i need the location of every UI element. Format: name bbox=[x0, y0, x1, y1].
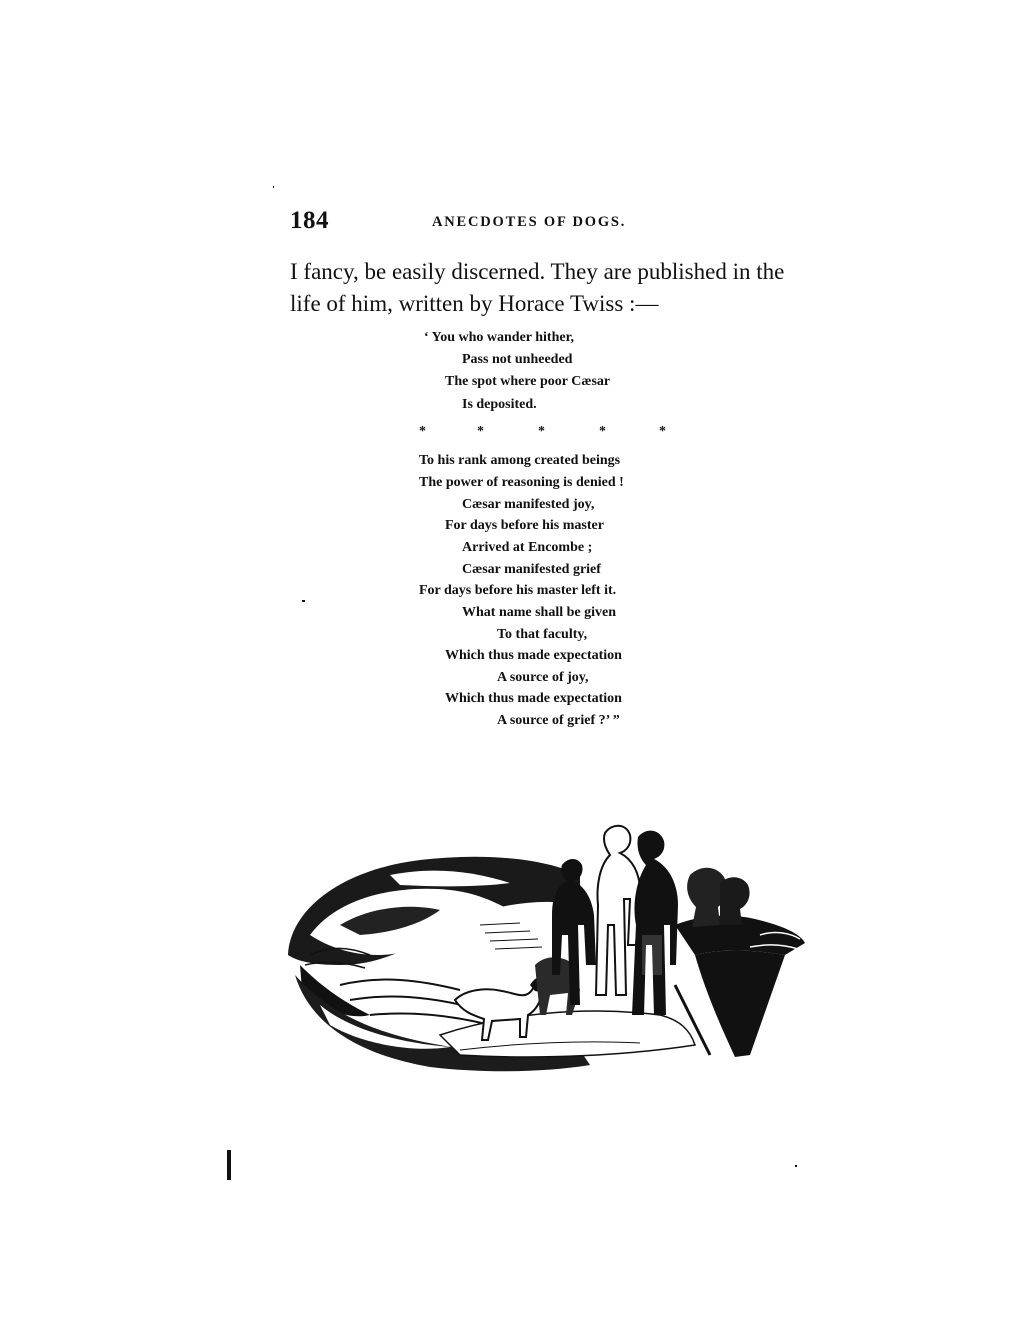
poem-line: Arrived at Encombe ; bbox=[462, 540, 593, 555]
poem-line: Pass not unheeded bbox=[462, 352, 573, 367]
ink-speck bbox=[795, 1165, 797, 1167]
running-title: ANECDOTES OF DOGS. bbox=[432, 214, 627, 230]
poem-line: A source of joy, bbox=[497, 670, 589, 685]
separator-star: * bbox=[538, 424, 545, 439]
prose-line: I fancy, be easily discerned. They are published in the bbox=[290, 259, 785, 284]
poem-line: Cæsar manifested grief bbox=[462, 562, 601, 577]
poem-line: To his rank among created beings bbox=[419, 453, 621, 468]
poem-line: The power of reasoning is denied ! bbox=[419, 475, 624, 490]
separator-star: * bbox=[659, 424, 666, 439]
poem-line: Which thus made expectation bbox=[445, 691, 622, 706]
ink-speck bbox=[302, 600, 305, 602]
poem-line: Is deposited. bbox=[462, 397, 537, 412]
engraving-icon bbox=[280, 815, 805, 1080]
poem-line: For days before his master left it. bbox=[419, 583, 617, 598]
separator-star: * bbox=[419, 424, 426, 439]
poem-line: To that faculty, bbox=[497, 627, 588, 642]
poem-line: A source of grief ?’ ” bbox=[497, 713, 620, 728]
ink-mark bbox=[227, 1150, 231, 1180]
poem-line: Which thus made expectation bbox=[445, 648, 622, 663]
poem-line: What name shall be given bbox=[462, 605, 617, 620]
ink-speck bbox=[273, 186, 274, 188]
poem-line: ‘ You who wander hither, bbox=[424, 330, 575, 345]
poem-line: The spot where poor Cæsar bbox=[445, 374, 611, 389]
stanza-separator bbox=[419, 424, 671, 442]
poem-line: For days before his master bbox=[445, 518, 604, 533]
prose-line: life of him, written by Horace Twiss :— bbox=[290, 291, 659, 316]
separator-star: * bbox=[599, 424, 606, 439]
poem-line: Cæsar manifested joy, bbox=[462, 497, 595, 512]
separator-star: * bbox=[477, 424, 484, 439]
page-number: 184 bbox=[290, 207, 329, 234]
